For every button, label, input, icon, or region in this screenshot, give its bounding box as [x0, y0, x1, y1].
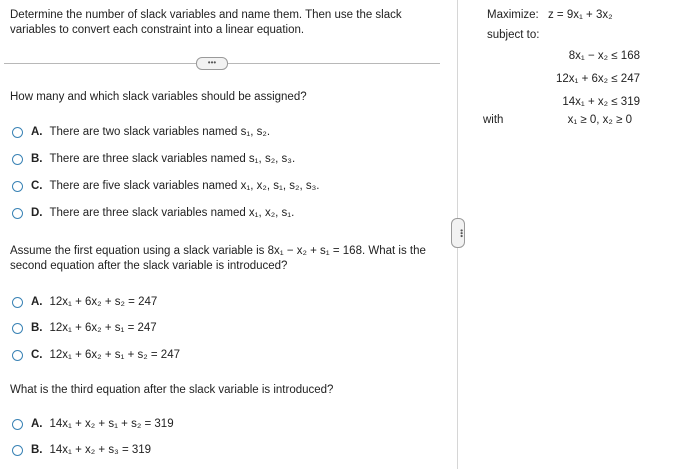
option-letter: D.	[31, 207, 43, 219]
q2-option-b[interactable]	[12, 320, 157, 336]
option-letter: C.	[31, 349, 43, 361]
option-text: 12x₁ + 6x₂ + s₁ = 247	[49, 322, 157, 334]
q3-option-b[interactable]	[12, 442, 151, 458]
option-letter: A.	[31, 296, 43, 308]
option-letter: B.	[31, 444, 43, 456]
option-text: There are three slack variables named x₁, x₂, s₁.	[49, 207, 295, 219]
option-letter: A.	[31, 126, 43, 138]
objective-function: z = 9x₁ + 3x₂	[547, 9, 613, 21]
option-letter: B.	[31, 322, 43, 334]
q1-option-d[interactable]	[12, 205, 294, 221]
q3-option-a[interactable]	[12, 416, 174, 432]
radio-button[interactable]	[12, 323, 23, 334]
maximize-label: Maximize:	[487, 9, 539, 21]
question-2-text: Assume the first equation using a slack variable is 8x₁ − x₂ + s₁ = 168. What is the second equation after the slack variable is introduced?	[10, 245, 426, 272]
constraint-1: 8x₁ − x₂ ≤ 168	[568, 50, 640, 62]
radio-button[interactable]	[12, 297, 23, 308]
q1-option-b[interactable]	[12, 151, 295, 167]
option-text: 12x₁ + 6x₂ + s₂ = 247	[49, 296, 158, 308]
radio-button[interactable]	[12, 154, 23, 165]
subject-to-label: subject to:	[487, 29, 540, 41]
panel-resize-handle[interactable]: •••	[451, 218, 465, 248]
constraint-2: 12x₁ + 6x₂ ≤ 247	[555, 73, 640, 85]
expand-ellipsis-button[interactable]: •••	[196, 57, 228, 70]
question-1-text: How many and which slack variables should be assigned?	[10, 91, 307, 103]
option-letter: B.	[31, 153, 43, 165]
radio-button[interactable]	[12, 419, 23, 430]
question-3-text: What is the third equation after the slack variable is introduced?	[10, 384, 334, 396]
option-text: 12x₁ + 6x₂ + s₁ + s₂ = 247	[49, 349, 180, 361]
radio-button[interactable]	[12, 350, 23, 361]
q1-option-c[interactable]	[12, 178, 320, 194]
option-text: There are five slack variables named x₁, x₂, s₁, s₂, s₃.	[49, 180, 320, 192]
radio-button[interactable]	[12, 181, 23, 192]
option-text: 14x₁ + x₂ + s₁ + s₂ = 319	[49, 418, 174, 430]
instructions-text: Determine the number of slack variables and name them. Then use the slack variables to convert each constraint into a linear equation.	[10, 9, 402, 36]
option-text: There are three slack variables named s₁, s₂, s₃.	[49, 153, 296, 165]
nonnegativity-constraints: x₁ ≥ 0, x₂ ≥ 0	[567, 114, 632, 126]
q2-option-a[interactable]	[12, 294, 157, 310]
option-text: There are two slack variables named s₁, s₂.	[49, 126, 271, 138]
q1-option-a[interactable]	[12, 124, 270, 140]
option-text: 14x₁ + x₂ + s₃ = 319	[49, 444, 152, 456]
radio-button[interactable]	[12, 445, 23, 456]
radio-button[interactable]	[12, 208, 23, 219]
q2-option-c[interactable]	[12, 347, 180, 363]
constraint-3: 14x₁ + x₂ ≤ 319	[562, 96, 640, 108]
objective-row	[487, 9, 613, 21]
option-letter: A.	[31, 418, 43, 430]
radio-button[interactable]	[12, 127, 23, 138]
option-letter: C.	[31, 180, 43, 192]
with-label: with	[483, 114, 504, 126]
